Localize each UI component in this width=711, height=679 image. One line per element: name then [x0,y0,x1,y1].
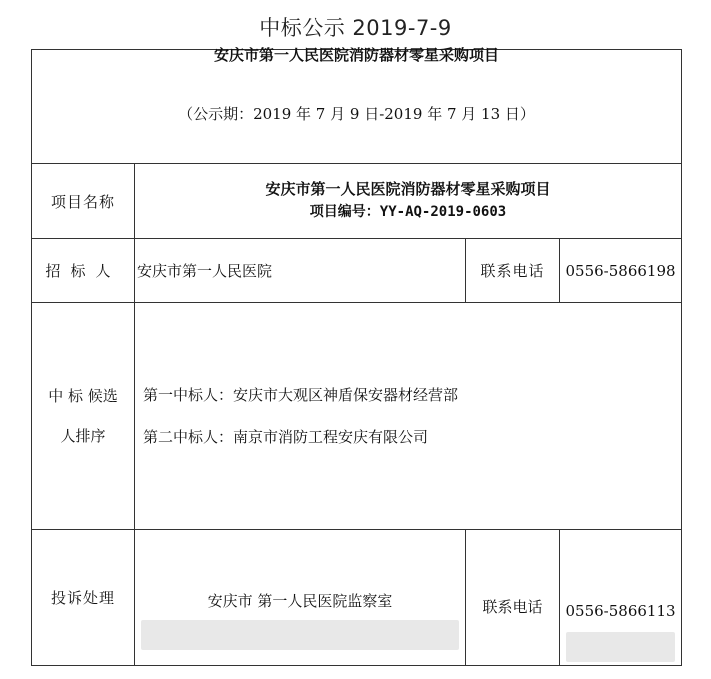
header-cell [32,45,682,164]
project-label: 项目名称 [32,164,135,239]
redacted-phone-block [566,632,675,662]
page-title: 中标公示 2019-7-9 [259,16,452,40]
project-row [32,164,682,239]
complaint-phone-label-cell [466,530,560,666]
ranking-row [32,303,682,530]
ranking-label-line2: 人排序 [60,427,106,445]
complaint-cell [135,530,466,666]
complaint-phone-label: 联系电话 [482,598,543,616]
candidates-cell [135,303,682,530]
first-candidate: 第一中标人：安庆市大观区神盾保安器材经营部 [143,386,459,404]
tenderer-phone: 0556-5866198 [560,239,682,303]
project-code: 项目编号：YY-AQ-2019-0603 [309,204,507,220]
second-candidate: 第二中标人：南京市消防工程安庆有限公司 [143,428,429,446]
header-row [32,50,682,164]
ranking-label-line1: 中 标 候选 [48,387,118,405]
complaint-phone: 0556-5866113 [565,602,676,620]
complaint-row [32,530,682,666]
project-name: 安庆市第一人民医院消防器材零星采购项目 [265,180,551,198]
tenderer-value: 安庆市第一人民医院 [135,239,466,303]
complaint-value: 安庆市 第一人民医院监察室 [207,592,393,610]
project-cell [135,164,682,239]
ranking-label-cell [32,303,135,530]
notice-title: 安庆市第一人民医院消防器材零星采购项目 [214,45,500,64]
complaint-label: 投诉处理 [32,530,135,666]
redacted-block [141,620,459,650]
notice-table [31,45,682,666]
tenderer-row [32,239,682,303]
complaint-phone-cell [560,530,682,666]
notice-period: （公示期：2019 年 7 月 9 日-2019 年 7 月 13 日） [178,104,535,123]
tenderer-phone-label: 联系电话 [466,239,560,303]
tenderer-label: 招标人 [32,239,135,303]
